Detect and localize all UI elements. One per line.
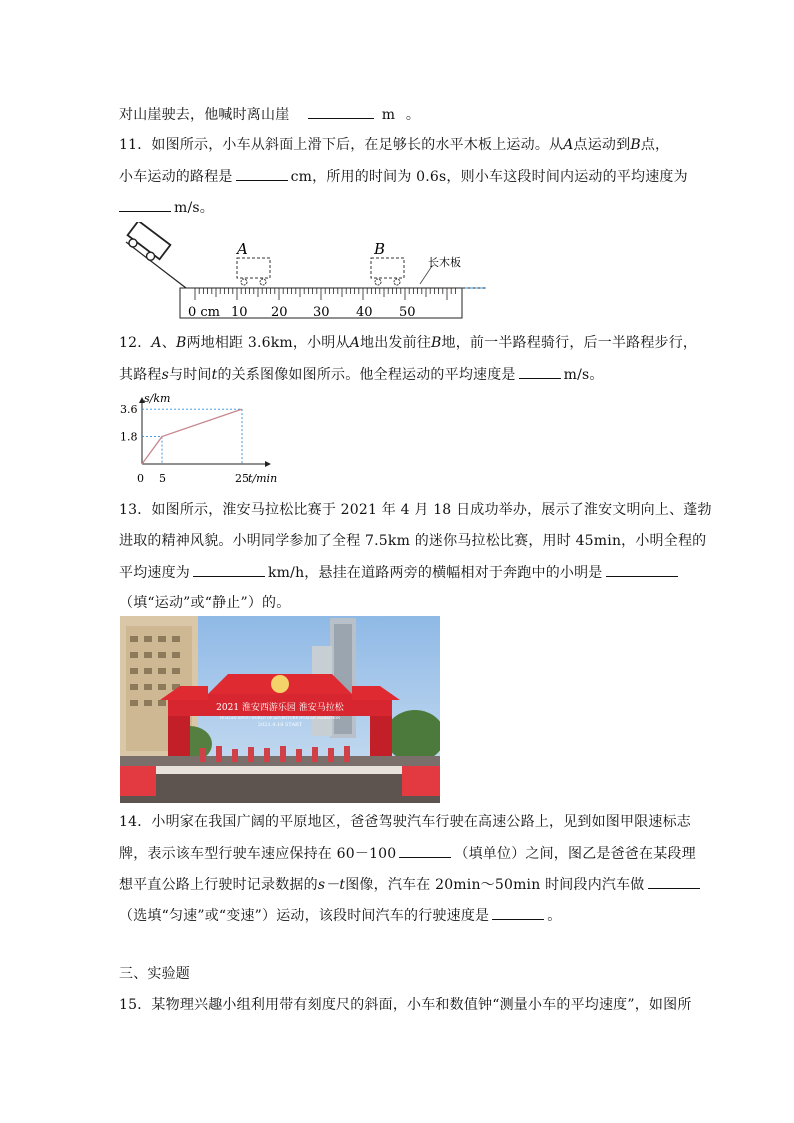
ruler-label-50: 50: [399, 305, 416, 320]
q14-line-4: （选填“匀速”或“变速”）运动，该段时间汽车的行驶速度是 。: [119, 905, 561, 926]
q14-blank-unit[interactable]: [399, 843, 451, 858]
y-tick-label-3.6: 3.6: [120, 403, 138, 417]
y-axis-label: s/km: [144, 392, 171, 405]
board-label: 长木板: [428, 256, 461, 269]
ruler-unit-label: 0 cm: [188, 305, 221, 320]
q12-line-1: 12．A、B两地相距 3.6km，小明从A地出发前往B地，前一半路程骑行，后一半路程步行，: [119, 335, 698, 351]
q14-line-3: 想平直公路上行驶时记录数据的s－t图像，汽车在 20min～50min 时间段内汽车做: [119, 874, 703, 895]
cart-a-dashed: [237, 258, 270, 285]
ruler-label-10: 10: [231, 305, 248, 320]
q13-line-4: （填“运动”或“静止”）的。: [119, 595, 291, 611]
point-b-label: B: [374, 240, 386, 258]
chart-guides: [142, 409, 242, 464]
s-t-chart: [120, 392, 290, 488]
q13-line-2: 进取的精神风貌。小明同学参加了全程 7.5km 的迷你马拉松比赛，用时 45min，小明全程的: [119, 533, 707, 549]
q14-blank-speed[interactable]: [492, 905, 544, 920]
point-a-label: A: [237, 240, 248, 258]
q12-blank-speed[interactable]: [519, 364, 561, 379]
q14-line-2: 牌，表示该车型行驶车速应保持在 60－100 （填单位）之间，图乙是爸爸在某段理: [119, 843, 696, 864]
q14-line-1: 14．小明家在我国广阔的平原地区，爸爸驾驶汽车行驶在高速公路上，见到如图甲限速标志: [119, 814, 692, 830]
q11-line-2: 小车运动的路程是 cm，所用的时间为 0.6s，则小车这段时间内运动的平均速度为: [119, 166, 688, 187]
q10-blank[interactable]: [308, 104, 374, 119]
x-tick-label-5: 5: [159, 472, 166, 485]
q13-line-1: 13．如图所示，淮安马拉松比赛于 2021 年 4 月 18 日成功举办，展示了淮安文明向上、蓬勃: [119, 502, 712, 518]
arch-date: 2021.4.18 START: [257, 722, 303, 728]
arch-title: 2021 淮安西游乐园 淮安马拉松: [216, 703, 344, 713]
q11-line-1: 11．如图所示，小车从斜面上滑下后，在足够长的水平木板上运动。从A点运动到B点，: [119, 137, 670, 153]
ruler-label-20: 20: [271, 305, 288, 320]
origin-label: 0: [137, 472, 144, 485]
q10-line: 对山崖驶去，他喊时离山崖 m 。: [119, 104, 420, 125]
q13-line-3: 平均速度为 km/h，悬挂在道路两旁的横幅相对于奔跑中的小明是: [119, 562, 681, 583]
q12-line-2: 其路程s与时间t的关系图像如图所示。他全程运动的平均速度是 m/s。: [119, 364, 604, 385]
ruler-label-30: 30: [313, 305, 330, 320]
cart-b-dashed: [371, 258, 404, 285]
section-3-title: 三、实验题: [119, 966, 190, 982]
q14-blank-motion[interactable]: [648, 874, 700, 889]
q11-blank-distance[interactable]: [236, 166, 288, 181]
q11-ruler-figure: [120, 222, 490, 322]
q13-blank-state[interactable]: [606, 562, 678, 577]
x-axis-label: t/min: [248, 472, 278, 485]
q11-line-3: m/s。: [119, 197, 214, 218]
arch-subtitle: HUAI'AN XIYOU WORLD OF ADVENTURE HUAI'AN MARATHON: [219, 716, 341, 720]
q11-blank-speed[interactable]: [119, 197, 171, 212]
marathon-photo: [120, 616, 440, 803]
y-tick-label-1.8: 1.8: [120, 430, 138, 444]
ruler-label-40: 40: [356, 305, 373, 320]
x-tick-label-25: 25: [235, 472, 249, 485]
series-line: [142, 409, 242, 464]
ramp-cart-icon: [123, 222, 170, 265]
q15-line-1: 15．某物理兴趣小组利用带有刻度尺的斜面，小车和数值钟“测量小车的平均速度”，如图所: [119, 997, 692, 1013]
q13-blank-speed[interactable]: [193, 562, 265, 577]
